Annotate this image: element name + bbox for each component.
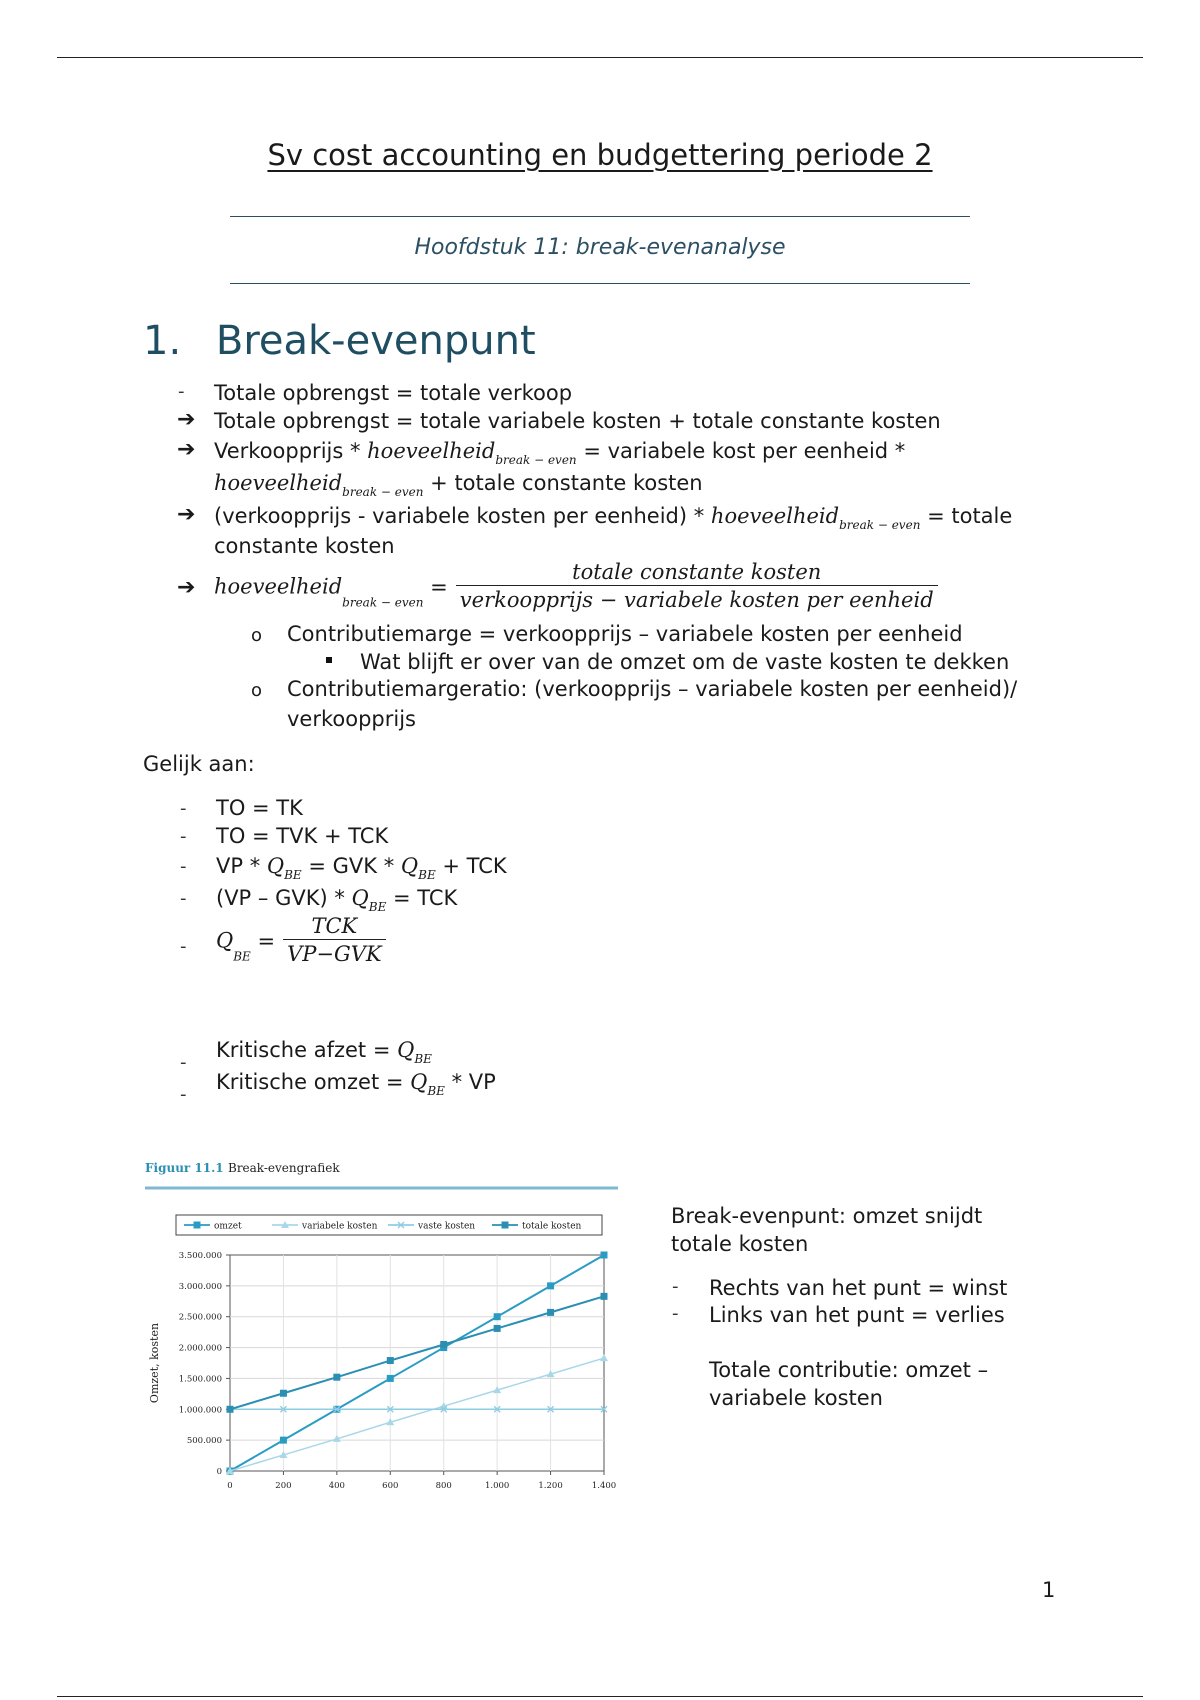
k1-text: Kritische afzet = (216, 1038, 398, 1062)
gelijk-item-2: TO = TVK + TCK (216, 824, 389, 848)
be-subscript: BE (233, 949, 251, 964)
x-tick-label: 400 (328, 1481, 345, 1491)
data-point-omzet (387, 1375, 394, 1382)
fraction-numerator: totale constante kosten (572, 560, 822, 584)
x-tick-label: 1.000 (484, 1481, 510, 1491)
g3-text-b: = GVK * (301, 854, 401, 878)
x-tick-label: 200 (275, 1481, 292, 1491)
x-tick-label: 0 (227, 1481, 233, 1491)
formula-quantity-break-even (214, 559, 938, 614)
data-point-totale-kosten (440, 1341, 447, 1348)
arrow-icon: ➔ (177, 502, 196, 527)
list1-item-2: Totale opbrengst = totale variabele kosten + totale constante kosten (214, 409, 941, 433)
g3-text-c: + TCK (435, 854, 507, 878)
legend-marker-omzet (194, 1222, 201, 1229)
list1-item-4-cont: constante kosten (214, 534, 395, 558)
y-tick-label: 2.000.000 (178, 1343, 222, 1354)
top-rule (57, 57, 1143, 58)
side-text-4: variabele kosten (709, 1386, 883, 1410)
data-point-omzet (280, 1437, 287, 1444)
data-point-omzet (547, 1282, 554, 1289)
data-point-totale-kosten (280, 1390, 287, 1397)
side-bullet-2: Links van het punt = verlies (709, 1303, 1005, 1327)
arrow-icon: ➔ (177, 437, 196, 462)
data-point-totale-kosten (601, 1293, 608, 1300)
chapter-rule-bottom (230, 283, 970, 284)
be-subscript: BE (418, 868, 436, 882)
document-title-text: Sv cost accounting en budgettering periode 2 (267, 138, 933, 172)
q-var: Q (266, 854, 285, 878)
side-text-1: Break-evenpunt: omzet snijdt (671, 1204, 983, 1228)
sub-item-contributiemargeratio-cont: verkoopprijs (287, 707, 416, 731)
q-var: Q (216, 928, 234, 953)
item4-text-b: = totale (920, 504, 1013, 528)
bullet-dash: - (672, 1303, 679, 1324)
x-axis-ticks (227, 1471, 616, 1491)
bullet-dash: - (178, 381, 185, 402)
be-subscript: BE (368, 900, 387, 914)
data-point-totale-kosten (494, 1325, 501, 1332)
g4-text-a: (VP – GVK) * (216, 886, 352, 910)
data-point-omzet (494, 1313, 501, 1320)
list1-item-3-cont (214, 469, 703, 506)
break-even-subscript: break − even (342, 595, 424, 610)
figure-label: Figuur 11.1 (145, 1161, 224, 1175)
g3-text-a: VP * (216, 854, 267, 878)
bullet-dash: - (180, 1084, 187, 1105)
side-text-2: totale kosten (671, 1232, 809, 1256)
fraction (456, 559, 938, 614)
item3-text-a: Verkoopprijs * (214, 439, 368, 463)
gelijk-item-1: TO = TK (216, 796, 303, 820)
sub-item-contributiemargeratio: Contributiemargeratio: (verkoopprijs – variabele kosten per eenheid)/ (287, 677, 1018, 701)
bullet-dash: - (180, 856, 187, 877)
section-number: 1. (143, 318, 182, 364)
fraction-denominator: VP−GVK (283, 939, 386, 968)
y-tick-label: 1.000.000 (178, 1405, 222, 1416)
y-tick-label: 2.500.000 (178, 1312, 222, 1323)
kritische-omzet (216, 1068, 496, 1105)
equals-sign: = (250, 928, 276, 953)
y-tick-label: 0 (216, 1467, 222, 1477)
y-axis-label: Omzet, kosten (148, 1322, 161, 1404)
arrow-icon: ➔ (177, 575, 196, 600)
data-point-totale-kosten (333, 1374, 340, 1381)
legend-label-totale-kosten: totale kosten (522, 1221, 582, 1232)
chapter-rule-top (230, 216, 970, 217)
side-text-3: Totale contributie: omzet – (709, 1358, 989, 1382)
bullet-dash: - (180, 936, 187, 957)
section-title: Break-evenpunt (215, 318, 536, 364)
legend-label-omzet: omzet (214, 1221, 242, 1232)
g4-text-b: = TCK (386, 886, 458, 910)
bottom-rule (57, 1696, 1143, 1697)
gelijk-item-5-formula (216, 913, 386, 968)
list1-item-1: Totale opbrengst = totale verkoop (214, 381, 573, 405)
k2-text-b: * VP (444, 1070, 496, 1094)
arrow-icon: ➔ (177, 407, 196, 432)
hoeveelheid-var: hoeveelheid (214, 471, 343, 495)
x-tick-label: 600 (382, 1481, 399, 1491)
bullet-dash: - (180, 1052, 187, 1073)
x-tick-label: 1.400 (591, 1481, 617, 1491)
item3-text-b: = variabele kost per eenheid * (576, 439, 906, 463)
break-even-subscript: break − even (839, 518, 921, 532)
sub-item-contributiemarge: Contributiemarge = verkoopprijs – variabele kosten per eenheid (287, 622, 963, 646)
item4-text-a: (verkoopprijs - variabele kosten per eenheid) * (214, 504, 711, 528)
y-tick-label: 500.000 (186, 1436, 222, 1447)
section-heading (143, 318, 536, 364)
break-even-subscript: break − even (342, 485, 424, 499)
x-tick-label: 1.200 (538, 1481, 563, 1491)
bullet-dash: - (180, 798, 187, 819)
item3-text-c: + totale constante kosten (423, 471, 703, 495)
data-point-totale-kosten (227, 1406, 234, 1413)
document-title (0, 138, 1200, 172)
figure-title: Break-evengrafiek (228, 1161, 340, 1175)
data-point-omzet (601, 1252, 608, 1259)
q-var: Q (400, 854, 419, 878)
legend-label-vaste-kosten: vaste kosten (418, 1221, 476, 1232)
sub-sub-item: Wat blijft er over van de omzet om de vaste kosten te dekken (360, 650, 1010, 674)
bullet-dash: - (672, 1276, 679, 1297)
fraction-numerator: TCK (311, 914, 358, 938)
break-even-chart (140, 1150, 630, 1510)
y-tick-label: 1.500.000 (178, 1374, 222, 1385)
q-var: Q (410, 1070, 428, 1094)
sub-bullet-o: o (251, 680, 263, 701)
be-subscript: BE (427, 1084, 445, 1098)
legend-marker-totale-kosten (502, 1222, 509, 1229)
x-tick-label: 800 (435, 1481, 452, 1491)
k2-text-a: Kritische omzet = (216, 1070, 411, 1094)
hoeveelheid-var: hoeveelheid (214, 574, 343, 599)
square-bullet-icon (326, 657, 332, 663)
break-even-subscript: break − even (495, 453, 577, 467)
page-number: 1 (1042, 1578, 1056, 1602)
sub-bullet-o: o (251, 625, 263, 646)
bullet-dash: - (180, 826, 187, 847)
q-var: Q (397, 1038, 415, 1062)
chapter-heading: Hoofdstuk 11: break-evenanalyse (414, 235, 786, 260)
equals-sign: = (423, 574, 448, 599)
hoeveelheid-var: hoeveelheid (367, 439, 496, 463)
be-subscript: BE (414, 1052, 432, 1066)
legend-label-variabele-kosten: variabele kosten (302, 1221, 378, 1232)
fraction-denominator: verkoopprijs − variabele kosten per eenheid (456, 585, 938, 614)
gelijk-heading: Gelijk aan: (143, 752, 255, 776)
hoeveelheid-var: hoeveelheid (710, 504, 840, 528)
y-tick-label: 3.500.000 (178, 1251, 222, 1261)
data-point-totale-kosten (387, 1357, 394, 1364)
data-point-totale-kosten (547, 1309, 554, 1316)
q-var: Q (351, 886, 369, 910)
be-subscript: BE (284, 868, 302, 882)
y-axis-ticks (179, 1251, 230, 1477)
bullet-dash: - (180, 888, 187, 909)
fraction (283, 913, 386, 968)
side-bullet-1: Rechts van het punt = winst (709, 1276, 1008, 1300)
y-tick-label: 3.000.000 (178, 1281, 222, 1292)
